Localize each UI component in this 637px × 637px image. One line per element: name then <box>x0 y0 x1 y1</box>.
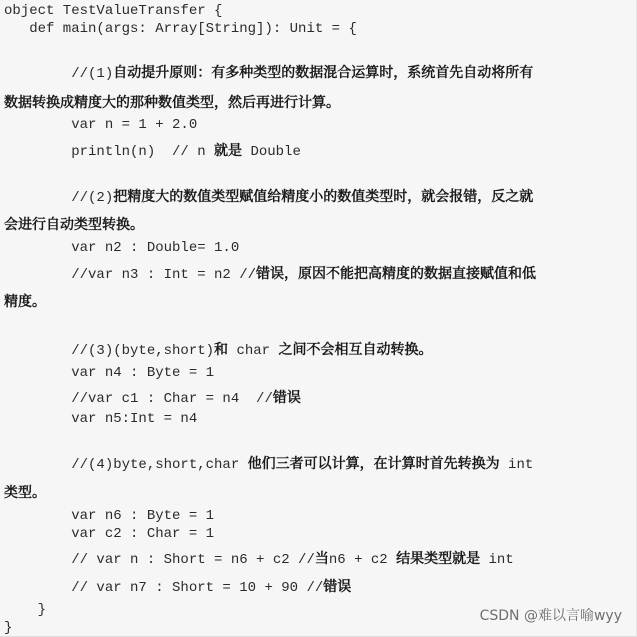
comment-line <box>4 550 514 569</box>
comment-text: 和 <box>214 342 229 358</box>
comment-text: 他们三者可以计算，在计算时首先转换为 <box>247 456 500 472</box>
code-text: object TestValueTransfer { <box>4 3 223 19</box>
code-text: var n6 : Byte = 1 <box>4 508 215 524</box>
code-text: //(2) <box>4 190 114 206</box>
comment-line <box>4 265 536 284</box>
code-line <box>4 410 197 428</box>
code-text: def main(args: Array[String]): Unit = { <box>4 21 357 37</box>
comment-text: 会进行自动类型转换。 <box>4 217 144 233</box>
code-text: } <box>4 602 47 618</box>
comment-line <box>4 293 46 312</box>
code-text: var n2 : Double= 1.0 <box>4 240 240 256</box>
comment-line <box>4 64 533 83</box>
code-text: // var n : Short = n6 + c2 // <box>4 552 315 568</box>
comment-text: 数据转换成精度大的那种数值类型，然后再进行计算。 <box>4 95 340 111</box>
comment-text: 精度。 <box>4 294 46 310</box>
comment-text: 错误，原因不能把高精度的数据直接赋值和低 <box>256 266 537 282</box>
code-text: //(3)(byte,short) <box>4 343 215 359</box>
code-text: //(4)byte,short,char <box>4 457 248 473</box>
csdn-watermark: CSDN @难以言喻wyy <box>479 608 622 624</box>
code-text: } <box>4 620 13 636</box>
comment-text: 自动提升原则：有多种类型的数据混合运算时，系统首先自动将所有 <box>113 65 534 81</box>
code-text: //(1) <box>4 66 114 82</box>
comment-line <box>4 389 301 408</box>
code-text: int <box>480 552 514 568</box>
code-line <box>4 507 214 525</box>
comment-text: 之间不会相互自动转换。 <box>278 342 433 358</box>
comment-text: 错误 <box>323 579 352 595</box>
comment-text: 把精度大的数值类型赋值给精度小的数值类型时，就会报错，反之就 <box>113 189 534 205</box>
comment-text: 当 <box>314 551 329 567</box>
comment-line <box>4 94 340 113</box>
code-text: var n5:Int = n4 <box>4 411 198 427</box>
code-line <box>4 142 301 161</box>
code-text: //var n3 : Int = n2 // <box>4 267 257 283</box>
code-text: n6 + c2 <box>328 552 397 568</box>
code-line <box>4 525 214 543</box>
code-line <box>4 239 239 257</box>
code-text: var n4 : Byte = 1 <box>4 365 215 381</box>
comment-text: 错误 <box>272 390 301 406</box>
comment-line <box>4 484 46 503</box>
comment-line <box>4 578 351 597</box>
comment-line <box>4 455 533 474</box>
code-line <box>4 619 12 637</box>
code-text: // var n7 : Short = 10 + 90 // <box>4 580 324 596</box>
code-line <box>4 364 214 382</box>
comment-text: 类型。 <box>4 485 46 501</box>
code-text: char <box>228 343 279 359</box>
code-line <box>4 2 222 20</box>
code-text: Double <box>242 144 301 160</box>
code-line <box>4 20 357 38</box>
code-text: //var c1 : Char = n4 // <box>4 391 273 407</box>
code-text: println(n) // n <box>4 144 215 160</box>
code-line <box>4 116 197 134</box>
code-text: var n = 1 + 2.0 <box>4 117 198 133</box>
comment-line <box>4 216 144 235</box>
code-line <box>4 601 46 619</box>
comment-line <box>4 188 533 207</box>
comment-text: 结果类型就是 <box>396 551 481 567</box>
code-text: var c2 : Char = 1 <box>4 526 215 542</box>
code-text: int <box>499 457 534 473</box>
comment-text: 就是 <box>214 143 243 159</box>
comment-line <box>4 341 432 360</box>
